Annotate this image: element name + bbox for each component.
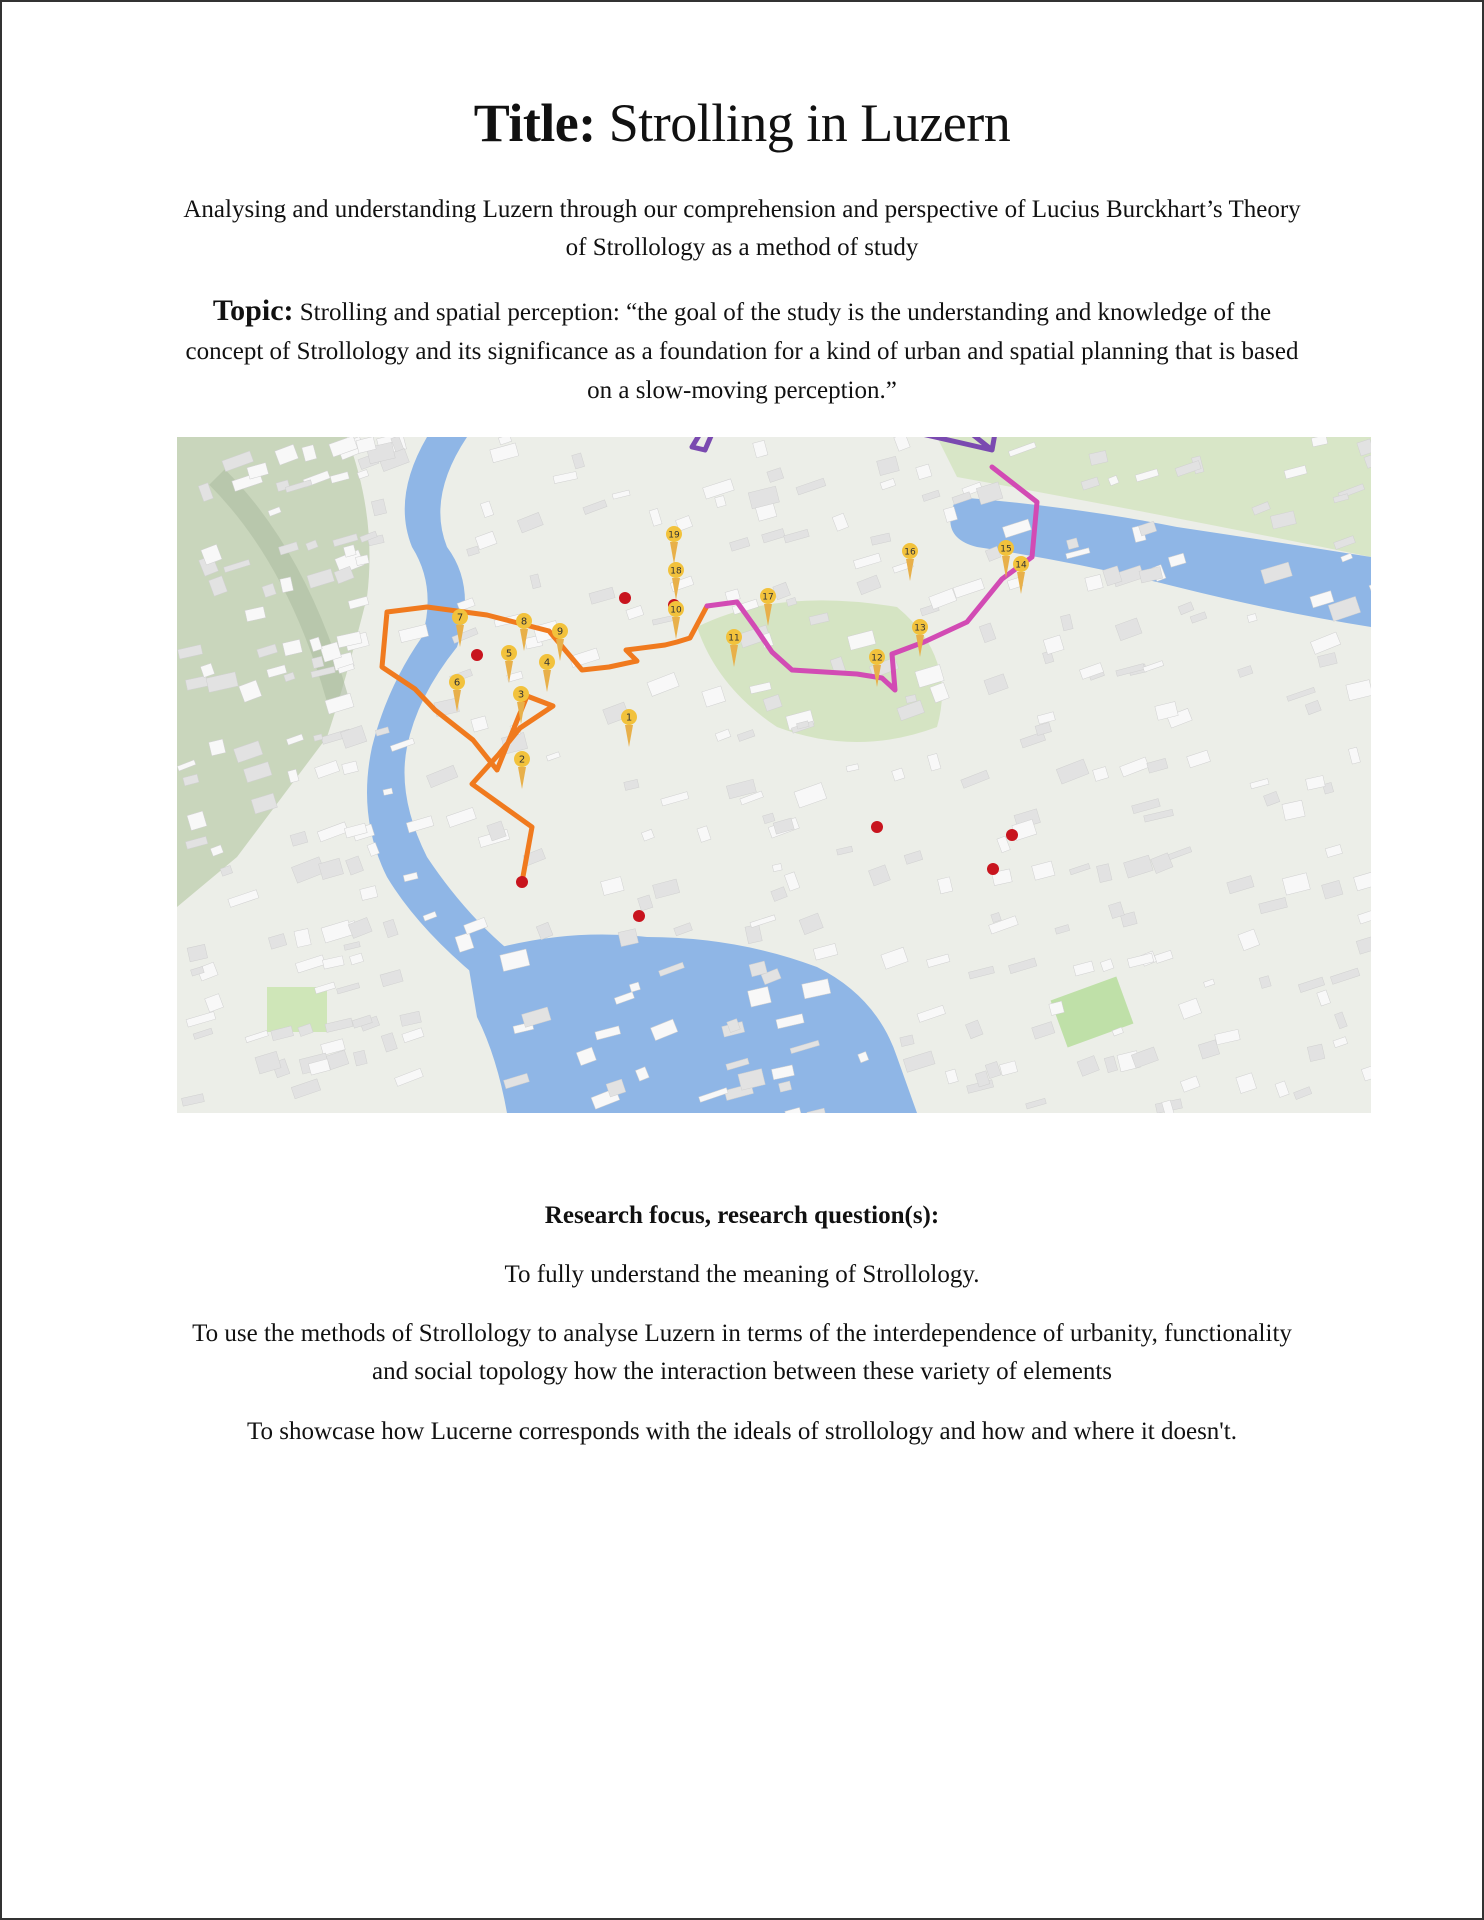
route-endpoint-dot [471,649,483,661]
title-text: Strolling in Luzern [608,93,1011,153]
research-question-1: To fully understand the meaning of Strollology. [504,1261,980,1288]
route-endpoint-dot [619,592,631,604]
map-building [209,739,226,756]
marker-number: 8 [520,616,528,628]
marker-number: 10 [670,605,682,616]
route-endpoint-dot [987,863,999,875]
marker-number: 14 [1015,560,1027,571]
marker-number: 12 [871,653,883,664]
marker-number: 5 [505,648,513,660]
topic-paragraph [172,291,1312,410]
page-title [2,88,1482,158]
marker-number: 15 [1000,544,1012,555]
marker-number: 17 [762,592,774,603]
marker-number: 11 [728,633,740,644]
marker-number: 19 [668,530,680,541]
marker-number: 13 [914,623,926,634]
title-label: Title: [473,93,596,153]
topic-label: Topic: [212,294,294,327]
research-heading: Research focus, research question(s): [544,1202,940,1229]
route-map-image [177,437,1371,1113]
map-building [1307,1044,1325,1062]
topic-text: Strolling and spatial perception: “the goal of the study is the understanding and knowledge of the concept of Strollology and its significance as a foundation for a kind of urban and spatial planning that is based on a slow-moving perception.” [185,299,1299,404]
route-endpoint-dot [516,876,528,888]
route-endpoint-dot [633,910,645,922]
map-building [312,656,324,668]
marker-number: 9 [556,626,564,638]
marker-number: 18 [670,566,682,577]
marker-number: 16 [904,547,916,558]
research-question-3: To showcase how Lucerne corresponds with the ideals of strollology and how and where it doesn't. [246,1418,1237,1445]
marker-number: 2 [518,754,526,766]
marker-number: 4 [543,657,551,669]
route-endpoint-dot [1006,829,1018,841]
marker-number: 1 [625,712,633,724]
research-question-2: To use the methods of Strollology to analyse Luzern in terms of the interdependence of urbanity, functionality and social topology how the interaction between these variety of elements [192,1320,1292,1385]
marker-number: 6 [453,677,461,689]
route-endpoint-dot [871,821,883,833]
marker-number: 7 [456,612,464,624]
map-park-square [267,987,327,1032]
marker-number: 3 [517,689,525,701]
map-svg [177,437,1371,1113]
subtitle: Analysing and understanding Luzern through our comprehension and perspective of Lucius Burckhart’s Theory of Strollology as a method of study [183,196,1301,261]
